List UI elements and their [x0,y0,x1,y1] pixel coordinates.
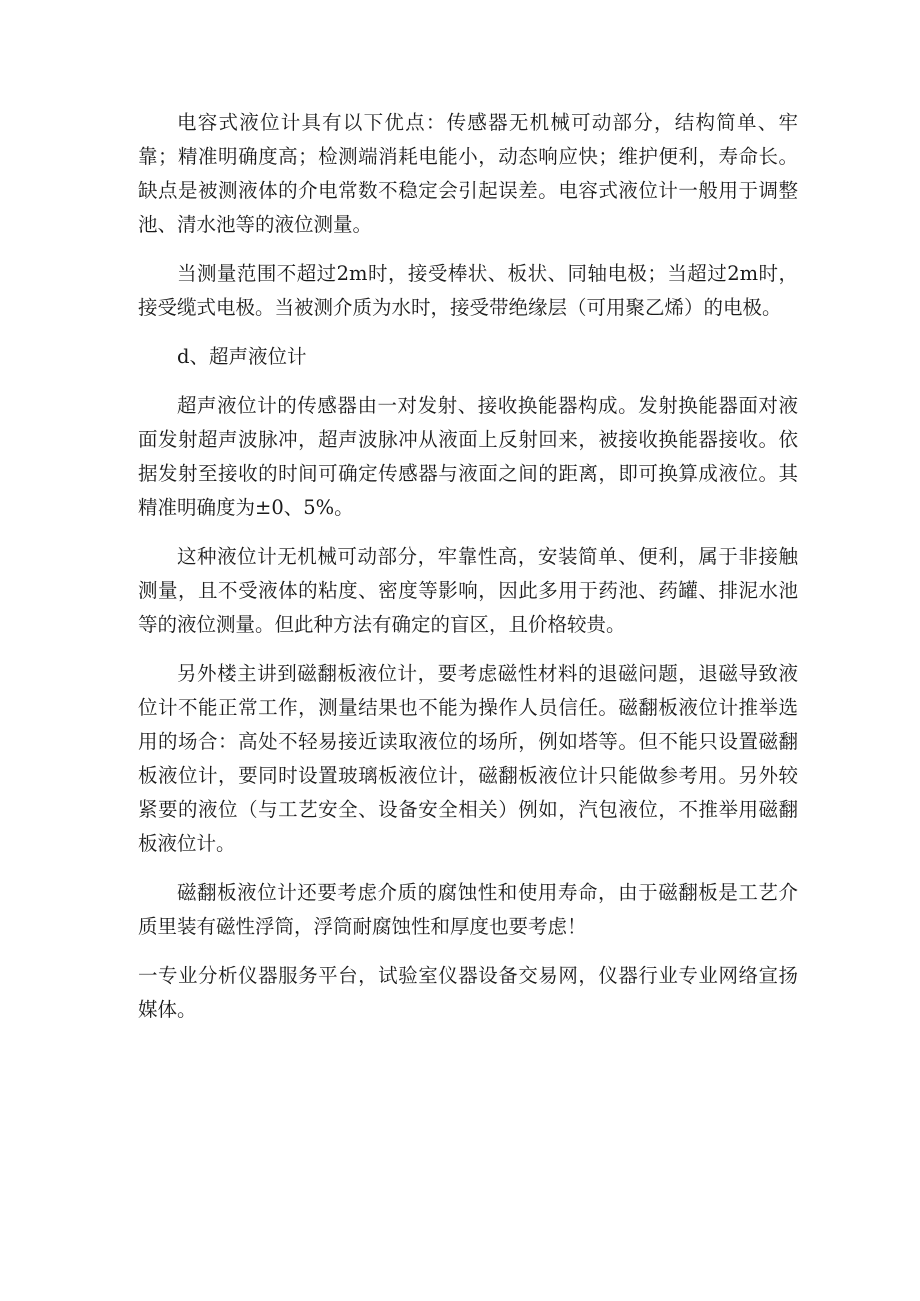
paragraph-ultrasonic-principle: 超声液位计的传感器由一对发射、接收换能器构成。发射换能器面对液面发射超声波脉冲，超声波脉冲从液面上反射回来，被接收换能器接收。依据发射至接收的时间可确定传感器与液面之间的距离，即可换算成液位。其精准明确度为±0、5%。 [138,394,798,519]
paragraph-magnetic-flap: 另外楼主讲到磁翻板液位计，要考虑磁性材料的退磁问题，退磁导致液位计不能正常工作，测量结果也不能为操作人员信任。磁翻板液位计推举选用的场合：高处不轻易接近读取液位的场所，例如塔等。但不能只设置磁翻板液位计，要同时设置玻璃板液位计，磁翻板液位计只能做参考用。另外较紧要的液位（与工艺安全、设备安全相关）例如，汽包液位，不推举用磁翻板液位计。 [138,662,798,855]
paragraph-ultrasonic-features: 这种液位计无机械可动部分，牢靠性高，安装简单、便利，属于非接触测量，且不受液体的粘度、密度等影响，因此多用于药池、药罐、排泥水池等的液位测量。但此种方法有确定的盲区，且价格较贵。 [138,545,798,636]
paragraph-electrode-selection: 当测量范围不超过2m时，接受棒状、板状、同轴电极；当超过2m时，接受缆式电极。当被测介质为水时，接受带绝缘层（可用聚乙烯）的电极。 [138,262,798,319]
paragraph-platform-footer: 一专业分析仪器服务平台，试验室仪器设备交易网，仪器行业专业网络宣扬媒体。 [138,964,798,1021]
document-body [138,106,798,1042]
paragraph-capacitive-advantages: 电容式液位计具有以下优点：传感器无机械可动部分，结构简单、牢靠；精准明确度高；检测端消耗电能小，动态响应快；维护便利，寿命长。缺点是被测液体的介电常数不稳定会引起误差。电容式液位计一般用于调整池、清水池等的液位测量。 [138,111,798,236]
paragraph-magnetic-flap-corrosion: 磁翻板液位计还要考虑介质的腐蚀性和使用寿命，由于磁翻板是工艺介质里装有磁性浮筒，浮筒耐腐蚀性和厚度也要考虑！ [138,881,798,938]
section-heading-ultrasonic: d、超声液位计 [177,345,307,368]
